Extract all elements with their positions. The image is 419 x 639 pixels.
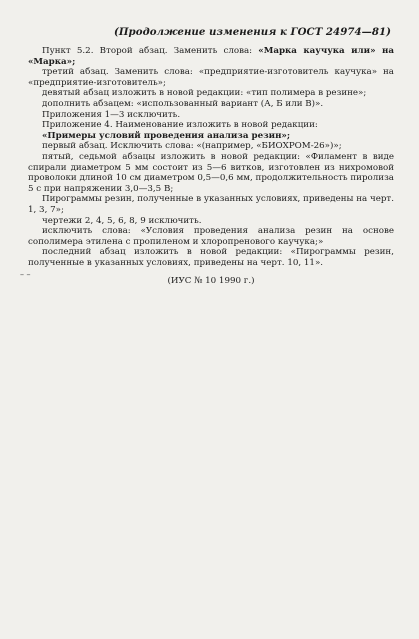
page-header: (Продолжение изменения к ГОСТ 24974—81): [114, 26, 391, 38]
paragraph: Приложения 1—3 исключить.: [42, 109, 181, 120]
paragraph: Пирограммы резин, полученные в указанных условиях, приведены на черт. 1, 3, 7»;: [28, 194, 394, 215]
paragraph: первый абзац. Исключить слова: «(например, «БИОХРОМ-26»)»;: [42, 141, 342, 152]
separator-dash: – –: [20, 270, 31, 279]
paragraph: последний абзац изложить в новой редакции: «Пирограммы резин, полученные в указанных условиях, приведены на черт. 10, 11».: [28, 247, 394, 268]
paragraph: третий абзац. Заменить слова: «предприятие-изготовитель каучука» на «предприятие-изготовитель»;: [28, 67, 394, 88]
paragraph: чертежи 2, 4, 5, 6, 8, 9 исключить.: [42, 215, 202, 226]
body-text: [28, 46, 394, 287]
paragraph: девятый абзац изложить в новой редакции: «тип полимера в резине»;: [42, 88, 367, 99]
paragraph: Пункт 5.2. Второй абзац. Заменить слова: «Марка каучука или» на «Марка»;: [28, 46, 394, 67]
paragraph: исключить слова: «Условия проведения анализа резин на основе сополимера этилена с пропиленом и хлоропренового каучука;»: [28, 226, 394, 247]
paragraph: дополнить абзацем: «использованный вариант (А, Б или В)».: [42, 98, 324, 109]
paragraph-bold: «Примеры условий проведения анализа резин»;: [42, 130, 291, 141]
footer-note: (ИУС № 10 1990 г.): [167, 276, 255, 287]
paragraph: пятый, седьмой абзацы изложить в новой редакции: «Филамент в виде спирали диаметром 5 мм состоит из 5—6 витков, изготовлен из нихромовой проволоки длиной 10 см диаметром 0,5—0,6 мм, продолжительность пиролиза 5 с при напряжении 3,0—3,5 В;: [28, 151, 394, 194]
paragraph: Приложение 4. Наименование изложить в новой редакции:: [42, 120, 318, 131]
